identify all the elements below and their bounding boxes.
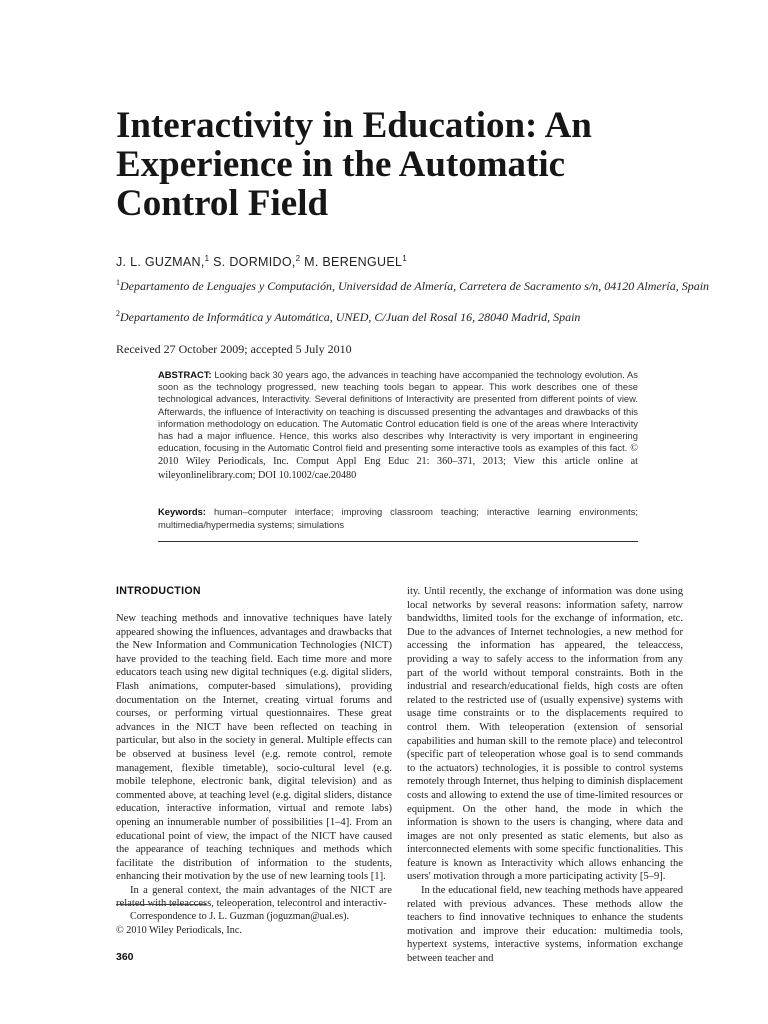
abstract bbox=[158, 369, 638, 482]
affiliation bbox=[116, 309, 580, 325]
title-line: Control Field bbox=[116, 183, 329, 224]
correspondence-note: Correspondence to J. L. Guzman (joguzman@ual.es). bbox=[130, 911, 350, 922]
body-paragraph: ity. Until recently, the exchange of information was done using local networks by several reasons: information safety, narrow bandwidths, limited tools for the exchange of information, etc. Due to the advances of Internet technologies, a new method for accessing the information has appeared, the teleaccess, providing a way to safely access to the information from any part of the world without temporal constraints. Both in the industrial and research/educational fields, high costs are often related to the restricted use of (usually expensive) systems with usage time constraints or to the displacements required to control them. With teleoperation (extension of sensorial capabilities and human skill to the remote place) and telecontrol (specific part of teleoperation whose goal is to send commands to the actuators) technologies, it is possible to control systems remotely through Internet, thus helping to diminish displacement costs and allowing to extend the use of time-limited resources or equipment. On the other hand, the mode in which the information is shown to the users is changing, where data and images are not only presented as static elements, but also as interconnected elements with some specific functionalities. This feature is known as Interactivity which allows enhancing the users' motivation through a more participating activity [5–9]. bbox=[407, 586, 683, 883]
abstract-label: ABSTRACT: bbox=[158, 369, 212, 380]
footnotes bbox=[116, 910, 392, 938]
title-line: Interactivity in Education: An bbox=[116, 105, 592, 146]
body-column-left bbox=[116, 612, 392, 911]
page-number: 360 bbox=[116, 951, 134, 963]
author-name: J. L. GUZMAN, bbox=[116, 255, 205, 269]
abstract-divider bbox=[158, 541, 638, 542]
affiliation-mark: 2 bbox=[116, 309, 120, 318]
copyright-note: © 2010 Wiley Periodicals, Inc. bbox=[116, 925, 242, 936]
author-affiliation-mark: 1 bbox=[402, 254, 407, 263]
abstract-citation: © 2010 Wiley Periodicals, Inc. Comput Appl Eng Educ 21: 360–371, 2013; View this article online at wileyonlinelibrary.com; DOI 10.1002/cae.20480 bbox=[158, 443, 638, 481]
author-affiliation-mark: 2 bbox=[295, 254, 301, 263]
footnote-divider bbox=[116, 904, 206, 905]
body-column-right bbox=[407, 585, 683, 966]
keywords-label: Keywords: bbox=[158, 506, 206, 517]
author-name: S. DORMIDO, bbox=[209, 255, 296, 269]
keywords-text: human–computer interface; improving classroom teaching; interactive learning environments; multimedia/hypermedia systems; simulations bbox=[158, 506, 638, 530]
affiliation bbox=[116, 278, 709, 294]
affiliation-text: Departamento de Lenguajes y Computación, Universidad de Almería, Carretera de Sacramento s/n, 04120 Almería, Spain bbox=[120, 279, 710, 293]
body-paragraph: In the educational field, new teaching methods have appeared related with previous advances. These methods allow the teachers to find innovative techniques to enhance the students motivation and improve their education: multimedia tools, hypertext systems, interactive systems, information exchange between teacher and bbox=[407, 885, 683, 965]
affiliation-text: Departamento de Informática y Automática, UNED, C/Juan del Rosal 16, 28040 Madrid, Spain bbox=[120, 310, 581, 324]
keywords bbox=[158, 505, 638, 531]
author-list bbox=[116, 254, 407, 269]
author-name: M. BERENGUEL bbox=[300, 255, 403, 269]
affiliation-mark: 1 bbox=[116, 278, 120, 287]
title-line: Experience in the Automatic bbox=[116, 144, 566, 185]
received-dates: Received 27 October 2009; accepted 5 July 2010 bbox=[116, 342, 352, 356]
article-title bbox=[116, 106, 716, 223]
abstract-text: Looking back 30 years ago, the advances in teaching have accompanied the technology evolution. As soon as the technology progressed, new teaching tools began to appear. This work describes one of these technological advances, Interactivity. Several definitions of Interactivity are presented from different points of view. Afterwards, the influence of Interactivity on teaching is discussed presenting the advantages and drawbacks of this information methodology on education. The Automatic Control education field is one of the areas where Interactivity has had a major influence. Hence, this works also describes why Interactivity is very important in engineering education, focusing in the Automatic Control field and presenting some interactive tools as examples of this fact. bbox=[158, 369, 638, 454]
body-paragraph: New teaching methods and innovative techniques have lately appeared showing the influences, advantages and drawbacks that the New Information and Communication Technologies (NICT) have provided to the teaching field. Each time more and more educators teach using new digital techniques (e.g. digital sliders, Flash animations, computer-based simulations), providing documentation on the Internet, creating virtual forums and courses, or performing virtual questionnaires. These great advances in the NICT have been reflected on teaching in particular, but also in the society in general. Multiple effects can be observed at business level (e.g. remote control, remote management, flexible timetable), socio-cultural level (e.g. mobile telephone, electronic bank, digital television) and as commented above, at teaching level (e.g. digital sliders, distance education, interactive information, virtual and remote labs) opening an innumerable number of possibilities [1–4]. From an educational point of view, the impact of the NICT have caused the appearance of teaching techniques and methods which facilitate the distribution of information to the students, enhancing their motivation by the use of new learning tools [1]. bbox=[116, 613, 392, 883]
author-affiliation-mark: 1 bbox=[204, 254, 210, 263]
section-heading: INTRODUCTION bbox=[116, 585, 201, 597]
body-paragraph: In a general context, the main advantages of the NICT are related with teleaccess, teleoperation, telecontrol and interactiv- bbox=[116, 884, 392, 910]
